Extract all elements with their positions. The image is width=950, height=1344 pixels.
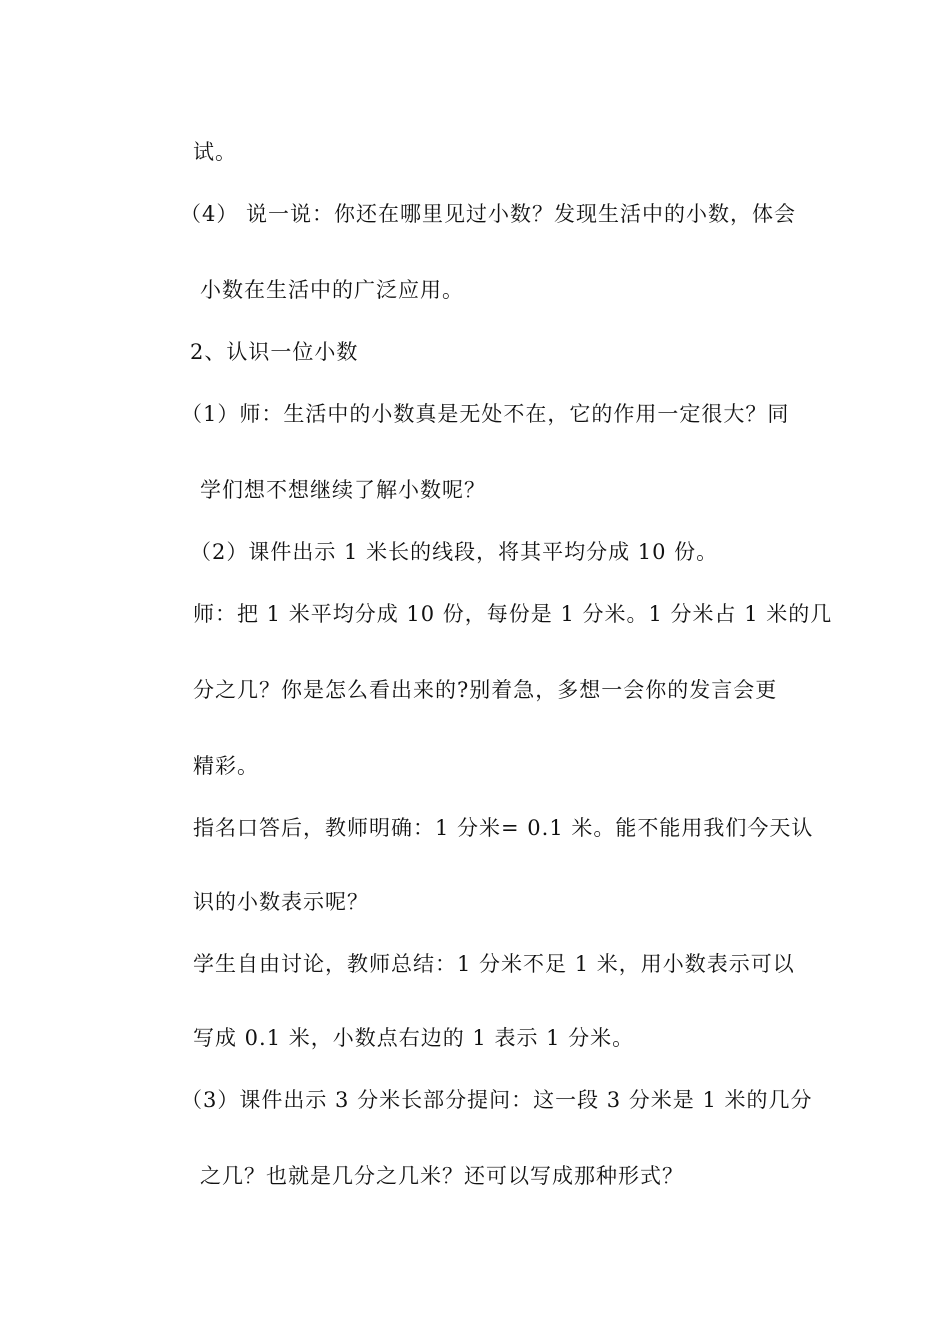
text-line: 分之几？你是怎么看出来的?别着急，多想一会你的发言会更 <box>193 678 778 702</box>
text-line: （1）师：生活中的小数真是无处不在，它的作用一定很大？同 <box>181 402 790 426</box>
text-line: 小数在生活中的广泛应用。 <box>200 278 464 302</box>
text-line: 精彩。 <box>193 754 259 778</box>
text-line: （3）课件出示 3 分米长部分提问：这一段 3 分米是 1 米的几分 <box>181 1088 813 1112</box>
section-heading: 2、认识一位小数 <box>190 340 359 364</box>
text-line: （2）课件出示 1 米长的线段，将其平均分成 10 份。 <box>190 540 719 564</box>
text-line: 师：把 1 米平均分成 10 份，每份是 1 分米。1 分米占 1 米的几 <box>193 602 833 626</box>
text-line: 之几？也就是几分之几米？还可以写成那种形式？ <box>200 1164 684 1188</box>
text-line: 学生自由讨论，教师总结：1 分米不足 1 米，用小数表示可以 <box>193 952 795 976</box>
text-line: 写成 0.1 米，小数点右边的 1 表示 1 分米。 <box>193 1026 635 1050</box>
text-line: 指名口答后，教师明确：1 分米= 0.1 米。能不能用我们今天认 <box>193 816 814 840</box>
text-line: 学们想不想继续了解小数呢？ <box>200 478 486 502</box>
text-line: （4） 说一说：你还在哪里见过小数？发现生活中的小数，体会 <box>180 202 797 226</box>
text-line: 试。 <box>193 140 237 164</box>
text-line: 识的小数表示呢？ <box>193 890 369 914</box>
